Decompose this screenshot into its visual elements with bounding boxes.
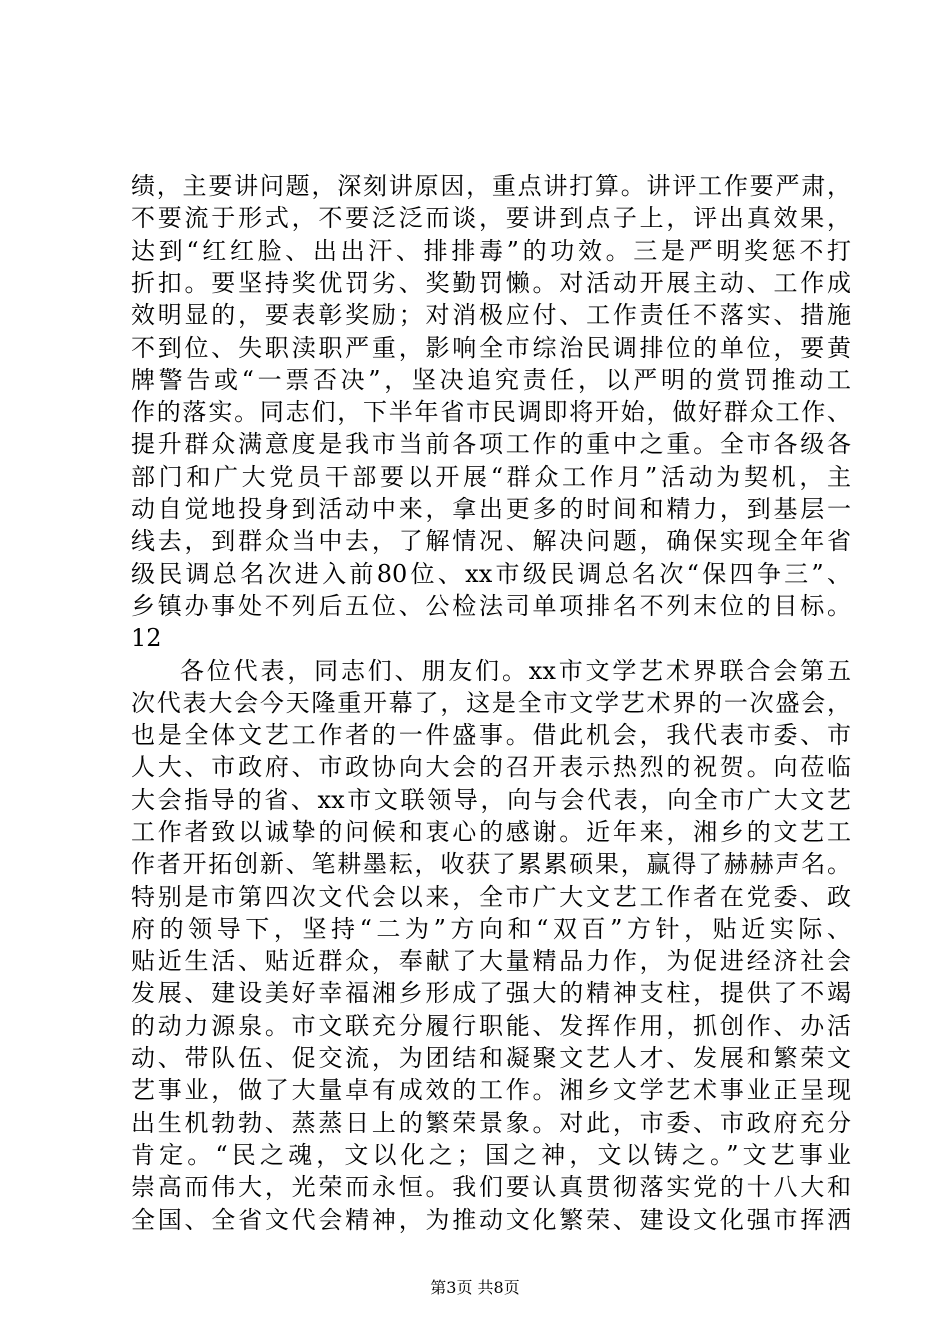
text-line: 乡镇办事处不列后五位、公检法司单项排名不列末位的目标。	[131, 592, 851, 620]
text-line: 出生机勃勃、蒸蒸日上的繁荣景象。对此，市委、市政府充分	[131, 1109, 851, 1137]
text-line: 特别是市第四次文代会以来，全市广大文艺工作者在党委、政	[131, 883, 851, 911]
text-line: 提升群众满意度是我市当前各项工作的重中之重。全市各级各	[131, 430, 851, 458]
page-footer: 第3页 共8页	[430, 1278, 520, 1297]
text-line: 的动力源泉。市文联充分履行职能、发挥作用，抓创作、办活	[131, 1012, 851, 1040]
text-line: 不要流于形式，不要泛泛而谈，要讲到点子上，评出真效果，	[131, 204, 851, 232]
text-line: 人大、市政府、市政协向大会的召开表示热烈的祝贺。向莅临	[131, 753, 851, 781]
text-line: 不到位、失职渎职严重，影响全市综治民调排位的单位，要黄	[131, 334, 851, 362]
text-line: 次代表大会今天隆重开幕了，这是全市文学艺术界的一次盛会，	[131, 689, 851, 717]
text-line: 作的落实。同志们，下半年省市民调即将开始，做好群众工作、	[131, 398, 851, 426]
text-line: 达到“红红脸、出出汗、排排毒”的功效。三是严明奖惩不打	[131, 237, 851, 265]
text-line: 发展、建设美好幸福湘乡形成了强大的精神支柱，提供了不竭	[131, 979, 851, 1007]
text-line: 动、带队伍、促交流，为团结和凝聚文艺人才、发展和繁荣文	[131, 1044, 851, 1072]
page-number-marker: 12	[131, 624, 162, 652]
text-line: 大会指导的省、xx市文联领导，向与会代表，向全市广大文艺	[131, 786, 851, 814]
text-line: 府的领导下，坚持“二为”方向和“双百”方针，贴近实际、	[131, 915, 851, 943]
text-line: 部门和广大党员干部要以开展“群众工作月”活动为契机，主	[131, 463, 851, 491]
text-line: 级民调总名次进入前80位、xx市级民调总名次“保四争三”、	[131, 560, 851, 588]
text-line: 肯定。“民之魂，文以化之；国之神，文以铸之。”文艺事业	[131, 1141, 851, 1169]
text-line: 效明显的，要表彰奖励；对消极应付、工作责任不落实、措施	[131, 301, 851, 329]
text-line: 线去，到群众当中去，了解情况、解决问题，确保实现全年省	[131, 527, 851, 555]
text-line: 崇高而伟大，光荣而永恒。我们要认真贯彻落实党的十八大和	[131, 1173, 851, 1201]
text-line: 作者开拓创新、笔耕墨耘，收获了累累硕果，赢得了赫赫声名。	[131, 850, 851, 878]
text-line: 贴近生活、贴近群众，奉献了大量精品力作，为促进经济社会	[131, 947, 851, 975]
text-line: 也是全体文艺工作者的一件盛事。借此机会，我代表市委、市	[131, 721, 851, 749]
text-line: 牌警告或“一票否决”，坚决追究责任，以严明的赏罚推动工	[131, 366, 851, 394]
text-line: 全国、全省文代会精神，为推动文化繁荣、建设文化强市挥洒	[131, 1206, 851, 1234]
text-line: 各位代表，同志们、朋友们。xx市文学艺术界联合会第五	[180, 657, 851, 685]
text-line: 工作者致以诚挚的问候和衷心的感谢。近年来，湘乡的文艺工	[131, 818, 851, 846]
text-line: 动自觉地投身到活动中来，拿出更多的时间和精力，到基层一	[131, 495, 851, 523]
text-line: 折扣。要坚持奖优罚劣、奖勤罚懒。对活动开展主动、工作成	[131, 269, 851, 297]
text-line: 绩，主要讲问题，深刻讲原因，重点讲打算。讲评工作要严肃，	[131, 172, 851, 200]
text-line: 艺事业，做了大量卓有成效的工作。湘乡文学艺术事业正呈现	[131, 1076, 851, 1104]
